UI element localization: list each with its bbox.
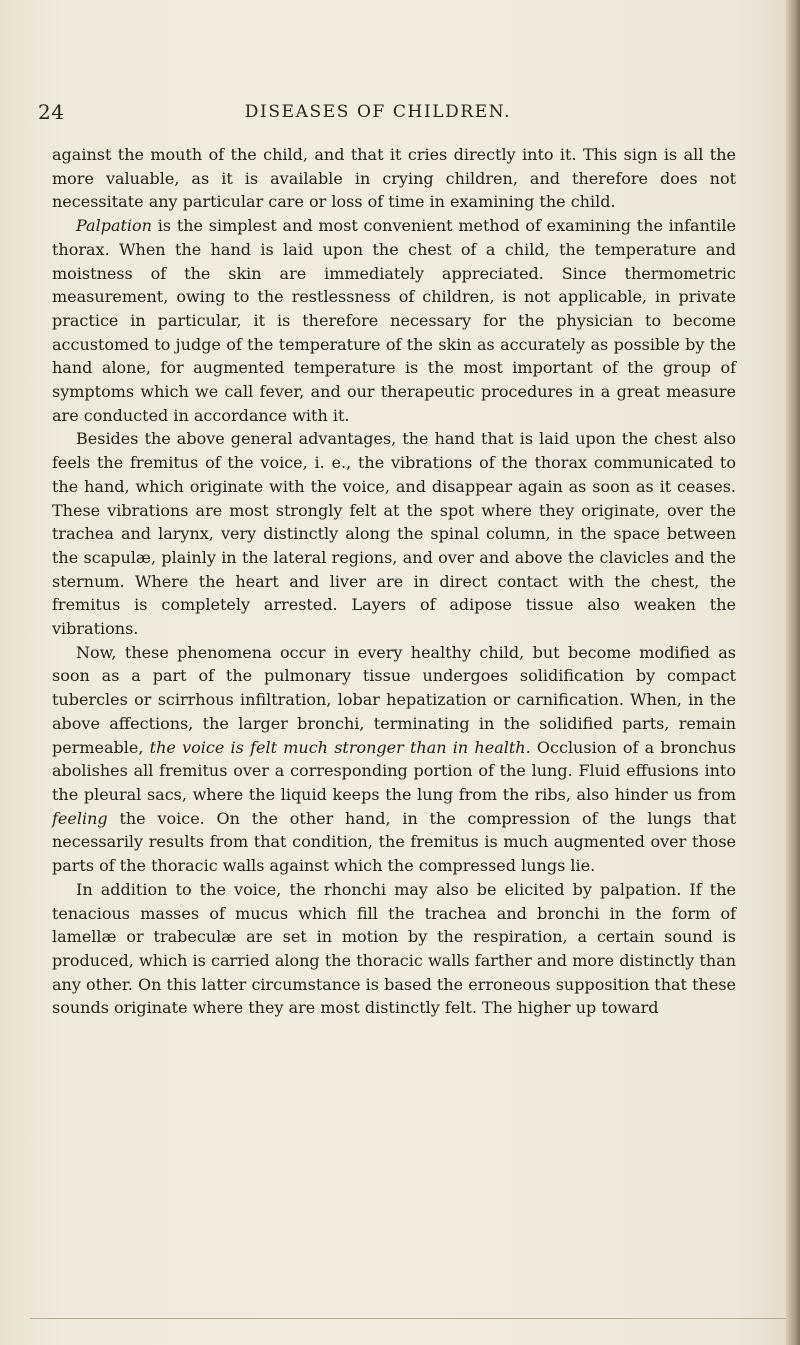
paragraph-continuation: against the mouth of the child, and that it cries directly into it. This sign is all the more valuable, as it is available in crying children, and therefore does not necessitate any particular care or loss of time in examining the child. xyxy=(52,145,736,212)
page-edge-shadow xyxy=(786,0,800,1345)
paragraph-text: Now, these phenomena occur in every healthy child, but become modified as soon as a part of the pulmonary tissue undergoes solidification by compact tubercles or scirrhous infiltration, lobar hepatization or carnification. When, in the above affections, the larger bronchi, terminating in the solidified parts, remain permeable, xyxy=(52,642,736,757)
paragraph-text: the voice. On the other hand, in the compression of the lungs that necessarily results from that condition, the fremitus is much augmented over those parts of the thoracic walls against which the compressed lungs lie. xyxy=(52,808,736,876)
page-header xyxy=(38,100,758,128)
page-number: 24 xyxy=(38,100,65,124)
paragraph-phenomena xyxy=(52,641,736,878)
paragraph-fremitus: Besides the above general advantages, the hand that is laid upon the chest also feels the fremitus of the voice, i. e., the vibrations of the thorax communicated to the hand, which originate with the voice, and disappear again as soon as it ceases. These vibrations are most strongly felt at the spot where they originate, over the trachea and larynx, very distinctly along the spinal column, in the space between the scapulæ, plainly in the lateral regions, and over and above the clavicles and the sternum. Where the heart and liver are in direct contact with the chest, the fremitus is completely arrested. Layers of adipose tissue also weaken the vibrations. xyxy=(52,429,736,639)
running-head: DISEASES OF CHILDREN. xyxy=(244,102,512,122)
paragraph-palpation xyxy=(52,214,736,427)
paragraph-text: Occlusion of a bronchus abolishes all fremitus over a corresponding portion of the lung. Fluid effusions into the pleural sacs, where the liquid keeps the lung from the ribs, also hinder us from xyxy=(52,737,736,804)
emphasis-voice-stronger: the voice is felt much stronger than in health. xyxy=(149,737,531,757)
palpation-heading: Palpation xyxy=(76,216,152,236)
body-text xyxy=(52,143,736,1020)
paragraph-rhonchi: In addition to the voice, the rhonchi may also be elicited by palpation. If the tenacious masses of mucus which fill the trachea and bronchi in the form of lamellæ or trabeculæ are set in motion by the respiration, a certain sound is produced, which is carried along the thoracic walls farther and more distinctly than any other. On this latter circumstance is based the erroneous supposition that these sounds originate where they are most distinctly felt. The higher up toward xyxy=(52,879,736,1018)
paragraph-text: is the simplest and most convenient method of examining the infantile thorax. When the hand is laid upon the chest of a child, the temperature and moistness of the skin are immediately appreciated. Since thermometric measurement, owing to the restlessness of children, is not applicable, in private practice in particular, it is therefore necessary for the physician to become accustomed to judge of the temperature of the skin as accurately as possible by the hand alone, for augmented temperature is the most important of the group of symptoms which we call fever, and our therapeutic procedures in a great measure are conducted in accordance with it. xyxy=(52,216,736,425)
bottom-edge-line xyxy=(30,1318,786,1319)
emphasis-feeling: feeling xyxy=(52,808,108,828)
